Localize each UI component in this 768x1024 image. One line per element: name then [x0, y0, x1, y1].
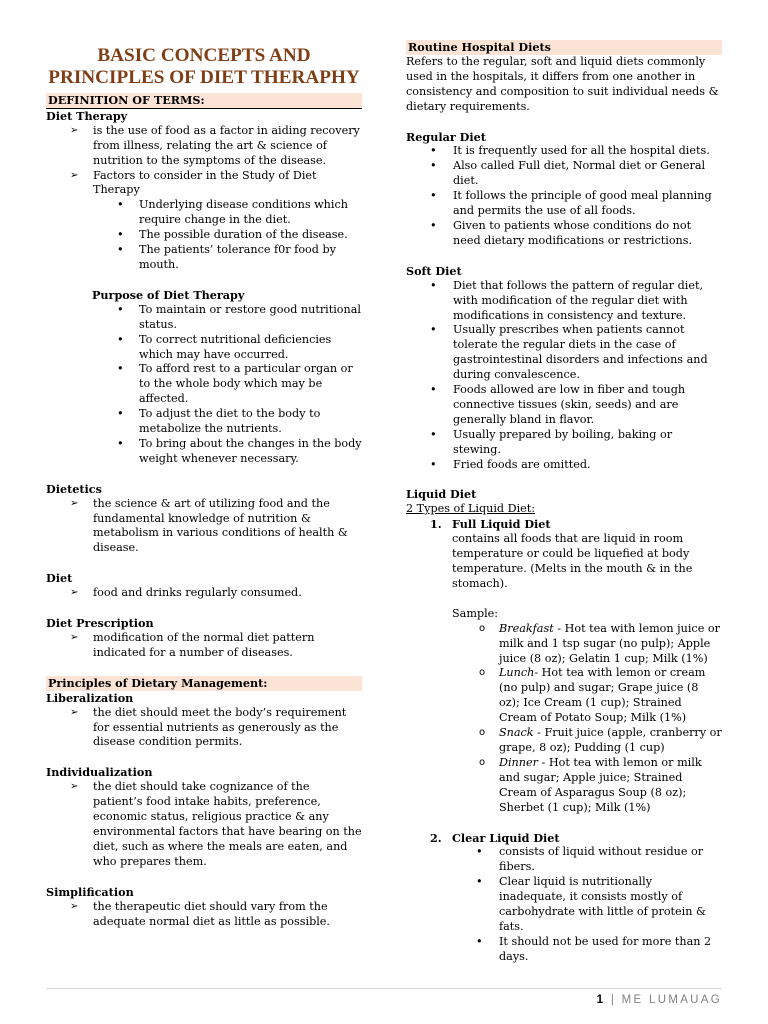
meal-name: Lunch: [499, 666, 535, 680]
right-column: [406, 40, 722, 965]
left-column: [46, 40, 362, 929]
purpose-heading: Purpose of Diet Therapy: [92, 287, 245, 302]
dietetics-list: [46, 497, 362, 557]
list-item: ➢ modification of the normal diet pattern indicated for a number of diseases.: [46, 631, 362, 661]
page-footer: [46, 988, 722, 1006]
list-item: • To afford rest to a particular organ or to the whole body which may be affected.: [46, 362, 362, 407]
individualization-heading: Individualization: [46, 765, 153, 780]
simplification-heading: Simplification: [46, 884, 134, 899]
list-item: • Given to patients whose conditions do not need dietary modifications or restrictions.: [406, 219, 722, 249]
list-item: ➢ the science & art of utilizing food and the fundamental knowledge of nutrition & metabolism in various conditions of health & disease.: [46, 497, 362, 557]
document-title: BASIC CONCEPTS AND PRINCIPLES OF DIET THERAPHY: [48, 45, 360, 88]
soft-diet-heading: Soft Diet: [406, 263, 462, 278]
list-item: • Underlying disease conditions which require change in the diet.: [46, 198, 362, 228]
liquid-types-label: 2 Types of Liquid Diet:: [406, 502, 536, 516]
list-item: • The patients’ tolerance f0r food by mouth.: [46, 243, 362, 273]
sample-label: Sample:: [452, 606, 499, 620]
list-item: • Usually prepared by boiling, baking or stewing.: [406, 428, 722, 458]
simplification-list: [46, 900, 362, 930]
meal-text: - Fruit juice (apple, cranberry or grape, 8 oz); Pudding (1 cup): [499, 726, 722, 754]
diet-therapy-list: [46, 124, 362, 199]
list-item: • Diet that follows the pattern of regular diet, with modification of the regular diet with modifications in consistency and texture.: [406, 279, 722, 324]
full-liquid-heading: Full Liquid Diet: [452, 517, 551, 532]
list-item: • To correct nutritional deficiencies which may have occurred.: [46, 333, 362, 363]
liquid-types-list: [406, 517, 722, 964]
list-item: • Clear liquid is nutritionally inadequate, it consists mostly of carbohydrate with little of protein & fats.: [452, 875, 722, 935]
item-number: 1.: [430, 517, 442, 532]
soft-diet-list: [406, 279, 722, 473]
meal-item: [452, 666, 722, 726]
list-item: • It follows the principle of good meal planning and permits the use of all foods.: [406, 189, 722, 219]
list-item: • It should not be used for more than 2 days.: [452, 935, 722, 965]
list-item: ➢ the therapeutic diet should vary from the adequate normal diet as little as possible.: [46, 900, 362, 930]
regular-diet-list: [406, 144, 722, 248]
list-item: • To adjust the diet to the body to metabolize the nutrients.: [46, 407, 362, 437]
meal-list: [452, 622, 722, 816]
list-item: • consists of liquid without residue or fibers.: [452, 845, 722, 875]
clear-liquid-list: [452, 845, 722, 964]
footer-author: ME LUMAUAG: [621, 994, 722, 1006]
full-liquid-desc: contains all foods that are liquid in room temperature or could be liquefied at body temperature. (Melts in the mouth & in the stomach).: [452, 532, 693, 590]
meal-item: [452, 726, 722, 756]
diet-therapy-heading: Diet Therapy: [46, 108, 128, 123]
full-liquid-item: [406, 517, 722, 830]
list-item: • The possible duration of the disease.: [46, 228, 362, 243]
principles-heading: Principles of Dietary Management:: [46, 676, 362, 691]
purpose-list: [46, 303, 362, 467]
list-item: • Usually prescribes when patients cannot tolerate the regular diets in the case of gastrointestinal disorders and infections and during convalescence.: [406, 323, 722, 383]
diet-list: [46, 586, 362, 601]
meal-name: Breakfast: [499, 621, 554, 635]
liquid-diet-heading: Liquid Diet: [406, 487, 477, 502]
diet-prescription-list: [46, 631, 362, 661]
factors-list: [46, 198, 362, 273]
list-item: • It is frequently used for all the hospital diets.: [406, 144, 722, 159]
list-item: • To bring about the changes in the body weight whenever necessary.: [46, 437, 362, 467]
diet-heading: Diet: [46, 571, 73, 586]
individualization-list: [46, 780, 362, 869]
definition-heading: DEFINITION OF TERMS:: [46, 93, 362, 109]
list-item: • Also called Full diet, Normal diet or General diet.: [406, 159, 722, 189]
list-item: ➢ food and drinks regularly consumed.: [46, 586, 362, 601]
list-item: • Fried foods are omitted.: [406, 458, 722, 473]
list-item: • To maintain or restore good nutritional status.: [46, 303, 362, 333]
page-number: 1: [596, 994, 606, 1006]
regular-diet-heading: Regular Diet: [406, 129, 486, 144]
dietetics-heading: Dietetics: [46, 481, 102, 496]
list-item: • Foods allowed are low in fiber and tough connective tissues (skin, seeds) and are generally bland in flavor.: [406, 383, 722, 428]
liberalization-list: [46, 706, 362, 751]
footer-separator: |: [610, 994, 617, 1006]
routine-heading: Routine Hospital Diets: [406, 40, 722, 55]
item-number: 2.: [430, 830, 442, 845]
routine-text: Refers to the regular, soft and liquid diets commonly used in the hospitals, it differs from one another in consistency and composition to suit individual needs & dietary requirements.: [406, 54, 719, 113]
list-item: ➢ Factors to consider in the Study of Diet Therapy: [46, 169, 362, 199]
page-number-label: [597, 993, 722, 1008]
clear-liquid-heading: Clear Liquid Diet: [452, 830, 560, 845]
meal-text: - Hot tea with lemon or milk and sugar; Apple juice; Strained Cream of Asparagus Soup (8 oz); Sherbet (1 cup); Milk (1%): [499, 755, 702, 814]
diet-prescription-heading: Diet Prescription: [46, 616, 154, 631]
list-item: ➢ the diet should meet the body’s requirement for essential nutrients as generously as the disease condition permits.: [46, 706, 362, 751]
clear-liquid-item: [406, 831, 722, 965]
list-item: ➢ the diet should take cognizance of the patient’s food intake habits, preference, economic status, religious practice & any environmental factors that have bearing on the diet, such as where the meals are eaten, and who prepares them.: [46, 780, 362, 869]
list-item: ➢ is the use of food as a factor in aiding recovery from illness, relating the art & science of nutrition to the symptoms of the disease.: [46, 124, 362, 169]
meal-item: [452, 756, 722, 816]
meal-item: [452, 622, 722, 667]
meal-text: - Hot tea with lemon juice or milk and 1 tsp sugar (no pulp); Apple juice (8 oz); Gelatin 1 cup; Milk (1%): [499, 621, 720, 665]
meal-name: Snack: [499, 726, 534, 740]
meal-text: - Hot tea with lemon or cream (no pulp) and sugar; Grape juice (8 oz); Ice Cream (1 cup); Strained Cream of Potato Soup; Milk (1%): [499, 666, 706, 725]
meal-name: Dinner: [499, 755, 538, 769]
liberalization-heading: Liberalization: [46, 690, 134, 705]
